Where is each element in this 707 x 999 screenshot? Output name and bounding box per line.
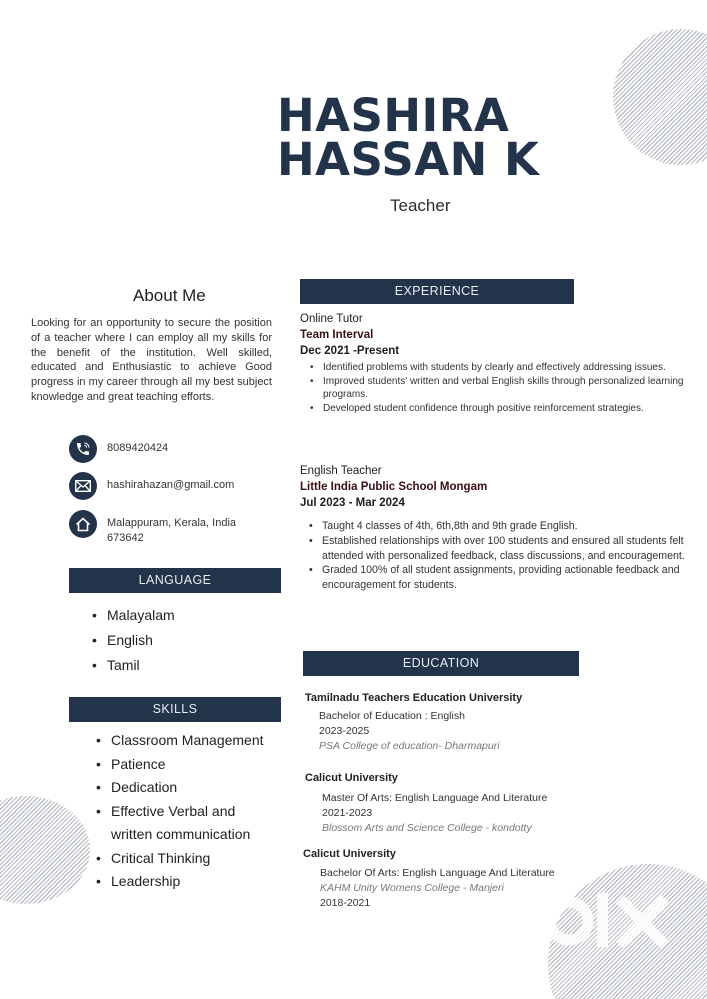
degree: Bachelor of Education : English xyxy=(319,710,465,722)
decorative-hatched-circle-top xyxy=(613,29,707,165)
language-item: • Malayalam xyxy=(92,603,175,628)
skill-item: • Leadership xyxy=(96,870,264,894)
candidate-name xyxy=(277,89,540,186)
skill-item: • Patience xyxy=(96,753,264,777)
contact-email xyxy=(69,472,267,500)
college-name: Blossom Arts and Science College - kondotty xyxy=(322,822,532,834)
education-entry xyxy=(303,848,555,911)
about-me-text: Looking for an opportunity to secure the position of a teacher where I can employ all my skills for the benefit of the institution. Well skilled, educated and Enthusiastic to achieve Good progress in my career through all my best subject knowledge and great teaching efforts. xyxy=(31,317,272,403)
education-section-header: EDUCATION xyxy=(303,651,579,676)
contact-address xyxy=(69,510,267,546)
job-title: Online Tutor xyxy=(300,313,363,325)
decorative-hatched-circle-left xyxy=(0,796,90,904)
job-dates: Dec 2021 -Present xyxy=(300,345,400,357)
job-bullet: • Taught 4 classes of 4th, 6th,8th and 9th grade English. xyxy=(300,519,695,534)
contact-phone xyxy=(69,435,267,463)
experience-entry xyxy=(300,463,695,593)
university-name: Tamilnadu Teachers Education University xyxy=(305,692,523,704)
company-name: Team Interval xyxy=(300,329,374,341)
home-icon xyxy=(69,510,97,538)
job-bullet: • Graded 100% of all student assignments, providing actionable feedback and encouragement for students. xyxy=(300,563,695,593)
address xyxy=(107,510,267,546)
job-bullets xyxy=(300,361,695,415)
job-bullet: • Established relationships with over 100 students and ensured all students felt attended with personalized feedback, class discussions, and encouragement. xyxy=(300,534,695,564)
university-name: Calicut University xyxy=(303,848,396,860)
language-item: • Tamil xyxy=(92,653,175,678)
skills-section-header: SKILLS xyxy=(69,697,281,722)
education-entry xyxy=(305,692,522,754)
years: 2023-2025 xyxy=(319,725,370,737)
address-line-2: 673642 xyxy=(107,532,144,544)
experience-entry xyxy=(300,311,695,415)
language-list xyxy=(92,603,175,678)
olx-watermark-logo xyxy=(545,885,675,955)
address-line-1: Malappuram, Kerala, India xyxy=(107,517,237,529)
job-dates: Jul 2023 - Mar 2024 xyxy=(300,497,405,509)
email-address[interactable]: hashirahazan@gmail.com xyxy=(107,479,235,491)
skill-item: • Dedication xyxy=(96,776,264,800)
education-entry xyxy=(305,772,547,836)
degree: Master Of Arts: English Language And Literature xyxy=(322,792,548,804)
skill-item: • Effective Verbal and xyxy=(96,800,264,824)
name-line-2: HASSAN K xyxy=(277,133,540,186)
degree: Bachelor Of Arts: English Language And Literature xyxy=(320,867,555,879)
skills-list xyxy=(96,729,264,894)
phone-icon xyxy=(69,435,97,463)
job-bullet: • Developed student confidence through positive reinforcement strategies. xyxy=(300,402,695,416)
phone-number: 8089420424 xyxy=(107,442,169,454)
years: 2018-2021 xyxy=(320,897,371,909)
skill-item: • Classroom Management xyxy=(96,729,264,753)
college-name: PSA College of education- Dharmapuri xyxy=(319,740,500,752)
job-role: Teacher xyxy=(390,196,451,215)
experience-section-header: EXPERIENCE xyxy=(300,279,574,304)
skill-item-continuation: written communication xyxy=(111,826,251,842)
job-bullet: • Identified problems with students by clearly and effectively addressing issues. xyxy=(300,361,695,375)
company-name: Little India Public School Mongam xyxy=(300,481,488,493)
job-title: English Teacher xyxy=(300,465,382,477)
university-name: Calicut University xyxy=(305,772,398,784)
college-name: KAHM Unity Womens College - Manjeri xyxy=(320,882,504,894)
name-line-1: HASHIRA xyxy=(277,89,510,142)
email-icon xyxy=(69,472,97,500)
job-bullets xyxy=(300,519,695,593)
years: 2021-2023 xyxy=(322,807,373,819)
skill-item: • Critical Thinking xyxy=(96,847,264,871)
about-me-heading: About Me xyxy=(133,286,206,305)
job-bullet: • Improved students' written and verbal English skills through personalized learning programs. xyxy=(300,375,695,402)
language-section-header: LANGUAGE xyxy=(69,568,281,593)
language-item: • English xyxy=(92,628,175,653)
